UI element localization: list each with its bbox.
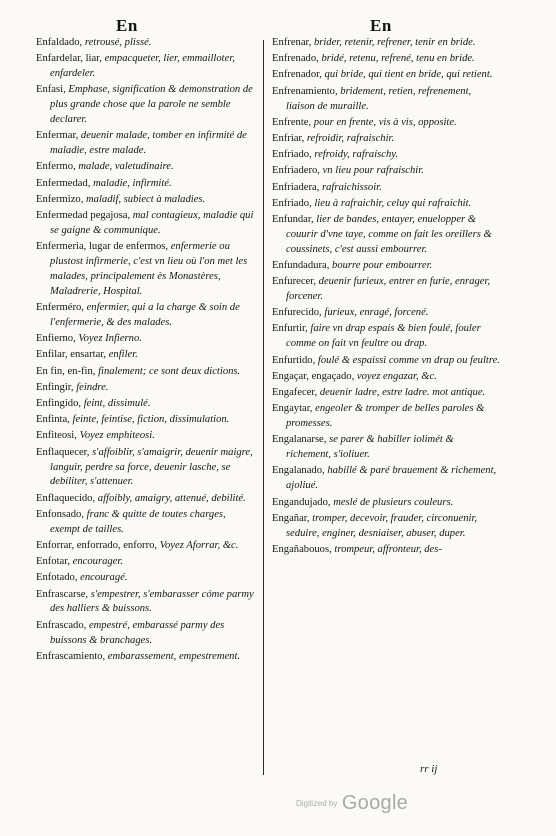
entry-definition: rafraichissoir. — [322, 181, 382, 193]
entry-term: Enfurtido, — [272, 354, 316, 366]
dictionary-entry — [36, 555, 258, 570]
entry-definition: qui bride, qui tient en bride, qui retient. — [324, 69, 493, 81]
dictionary-entry — [36, 348, 258, 363]
dictionary-entry — [272, 433, 500, 463]
entry-definition: Emphase, signification & demonstration de plus grande chose que la parole ne semble declarer. — [50, 84, 253, 126]
entry-term: Enfrente, — [272, 116, 312, 128]
dictionary-entry — [36, 83, 258, 128]
entry-term: Enfermedad pegajosa, — [36, 210, 131, 222]
entry-definition: faire vn drap espais & bien foulé, fouler comme on fait vn feultre ou drap. — [286, 323, 481, 350]
entry-definition: mal contagieux, maladie qui se gaigne & communique. — [50, 210, 254, 236]
entry-term: Enfundadura, — [272, 259, 330, 271]
dictionary-entry — [36, 209, 258, 239]
dictionary-entry — [272, 197, 500, 212]
entry-definition: Voyez Infierno. — [78, 333, 142, 345]
dictionary-entry — [36, 508, 258, 538]
entry-definition: deuenir malade, tomber en infirmité de maladie, estre malade. — [50, 130, 247, 157]
entry-definition: enfermier, qui a la charge & soin de l'enfermerie, & des malades. — [50, 302, 240, 328]
entry-term: Enfrenador, — [272, 69, 322, 81]
entry-definition: s'empestrer, s'embarasser cóme parmy des halliers & buissons. — [50, 588, 254, 615]
dictionary-entry — [36, 588, 258, 618]
dictionary-entry — [272, 52, 500, 67]
entry-definition: voyez engazar, &c. — [356, 370, 437, 382]
entry-definition: affoibly, amaigry, attenué, debilité. — [97, 492, 246, 504]
dictionary-entry — [272, 116, 500, 131]
dictionary-entry — [36, 492, 258, 507]
entry-definition: feinte, feintise, fiction, dissimulation. — [72, 414, 230, 426]
entry-term: Enfriado, — [272, 197, 312, 209]
entry-definition: bridé, retenu, refrené, tenu en bride. — [321, 53, 475, 65]
entry-definition: trompeur, affronteur, des- — [334, 543, 442, 555]
entry-term: Enforrar, enforrado, enforro, — [36, 539, 158, 551]
entry-term: Enfinta, — [36, 414, 70, 426]
entry-term: Enfermar, — [36, 130, 79, 142]
left-column — [36, 36, 258, 666]
entry-definition: Voyez emphiteosi. — [79, 430, 155, 442]
entry-definition: se parer & habiller iolimét & richement, s'ioliuer. — [286, 434, 454, 461]
entry-term: Enfrenado, — [272, 53, 319, 65]
dictionary-entry — [272, 85, 500, 115]
entry-term: Enfurtir, — [272, 323, 308, 335]
entry-term: Enfriadera, — [272, 181, 320, 193]
entry-term: Enfilar, ensartar, — [36, 349, 107, 361]
google-logo: Google — [341, 792, 409, 814]
entry-definition: refroidir, rafraischir. — [306, 132, 395, 144]
dictionary-entry — [272, 164, 500, 179]
entry-definition: habillé & paré brauement & richement, ajoliué. — [286, 465, 497, 492]
entry-definition: enfiler. — [108, 349, 138, 361]
dictionary-entry — [36, 571, 258, 586]
entry-term: Engañabouos, — [272, 543, 332, 555]
entry-definition: s'affoiblir, s'amaigrir, deuenir maigre, languir, perdre sa force, deuenir lasche, se debiliter, s'attenuer. — [50, 446, 253, 488]
dictionary-entry — [36, 193, 258, 208]
entry-definition: lier de bandes, entayer, enuelopper & couurir d'vne taye, comme on fait les oreillers & coussinets, c'est aussi embourrer. — [286, 213, 492, 255]
entry-definition: feindre. — [76, 381, 109, 393]
entry-definition: maladie, infirmité. — [93, 177, 172, 189]
entry-term: Engalanado, — [272, 465, 325, 477]
dictionary-entry — [272, 370, 500, 385]
entry-definition: engeoler & tromper de belles paroles & promesses. — [286, 403, 485, 430]
entry-term: Enfotado, — [36, 572, 78, 584]
dictionary-entry — [36, 413, 258, 428]
dictionary-entry — [272, 386, 500, 401]
entry-definition: bridement, retien, refrenement, liaison de muraille. — [286, 85, 472, 112]
entry-term: Enfierno, — [36, 333, 76, 345]
entry-term: Enfardelar, liar, — [36, 53, 102, 65]
dictionary-entry — [272, 306, 500, 321]
dictionary-entry — [36, 52, 258, 82]
dictionary-entry — [36, 539, 258, 554]
entry-term: Enfriar, — [272, 132, 305, 144]
entry-term: Enfiteosi, — [36, 430, 77, 442]
dictionary-entry — [272, 181, 500, 196]
entry-term: Engañar, — [272, 512, 310, 524]
entry-term: Enfriado, — [272, 149, 312, 161]
entry-term: Enfurecer, — [272, 276, 316, 288]
entry-term: Engaçar, engaçado, — [272, 370, 355, 382]
dictionary-entry — [36, 36, 258, 51]
dictionary-entry — [272, 464, 500, 494]
entry-term: Enfermizo, — [36, 193, 84, 205]
dictionary-entry — [36, 129, 258, 159]
dictionary-entry — [36, 650, 258, 665]
dictionary-entry — [272, 259, 500, 274]
entry-term: Enfermo, — [36, 161, 76, 173]
watermark-prefix: Digitized by — [296, 799, 338, 808]
entry-term: Enflaquecido, — [36, 492, 96, 504]
entry-definition: furieux, enragé, forcené. — [324, 307, 429, 319]
dictionary-entry — [36, 619, 258, 649]
entry-definition: tromper, decevoir, frauder, circonuenir, seduire, enginer, desniaiser, abuser, duper. — [286, 512, 478, 539]
dictionary-entry — [36, 160, 258, 175]
entry-term: Enfrascado, — [36, 619, 87, 631]
dictionary-entry — [36, 397, 258, 412]
entry-term: Enfurecido, — [272, 307, 322, 319]
dictionary-entry — [272, 402, 500, 432]
entry-definition: deuenir furieux, entrer en furie, enrager, forcener. — [286, 276, 491, 303]
dictionary-entry — [36, 301, 258, 331]
running-head-left: En — [116, 16, 138, 35]
dictionary-entry — [272, 148, 500, 163]
entry-definition: retrousé, plissé. — [84, 37, 152, 48]
dictionary-entry — [272, 68, 500, 83]
entry-definition: lieu à rafraichir, celuy qui rafraichit. — [314, 197, 472, 209]
entry-definition: feint, dissimulé. — [83, 398, 151, 409]
entry-term: Enferméro, — [36, 302, 84, 314]
dictionary-entry — [272, 36, 500, 51]
entry-definition: enfermerie ou plustost infirmerie, c'est vn lieu où l'on met les malades, principalement ès Monastères, Maladrerie, Hospital. — [50, 241, 248, 297]
right-column — [272, 36, 500, 559]
entry-definition: vn lieu pour rafraischir. — [322, 165, 424, 177]
dictionary-entry — [36, 429, 258, 444]
entry-term: Enflaquecer, — [36, 446, 90, 458]
dictionary-entry — [36, 365, 258, 380]
entry-definition: empestré, embarassé parmy des buissons & branchages. — [50, 619, 225, 646]
entry-term: Enfrenamiento, — [272, 85, 338, 97]
entry-definition: maladif, subiect à maladies. — [86, 193, 206, 205]
entry-definition: malade, valetudinaire. — [78, 161, 174, 173]
dictionary-entry — [272, 354, 500, 369]
entry-term: Enfonsado, — [36, 508, 84, 520]
entry-term: Enfrascamiento, — [36, 650, 106, 662]
entry-definition: franc & quitte de toutes charges, exempt de tailles. — [50, 508, 226, 535]
signature-mark: rr ij — [420, 763, 438, 775]
entry-term: En fin, en-fin, — [36, 365, 96, 377]
dictionary-entry — [36, 446, 258, 491]
entry-definition: pour en frente, vis à vis, opposite. — [313, 116, 457, 128]
entry-definition: Voyez Aforrar, &c. — [159, 539, 239, 551]
entry-term: Enfriadero, — [272, 165, 320, 177]
entry-term: Enfermeria, lugar de enfermos, — [36, 241, 169, 253]
entry-definition: embarassement, empestrement. — [107, 650, 241, 662]
entry-term: Enfrenar, — [272, 37, 312, 48]
dictionary-entry — [36, 381, 258, 396]
digitized-watermark — [296, 792, 408, 815]
dictionary-entry — [36, 240, 258, 300]
entry-definition: empacqueter, lier, emmailloter, enfardeler. — [50, 53, 235, 80]
dictionary-entry — [36, 332, 258, 347]
entry-definition: encouragé. — [80, 572, 128, 584]
column-rule — [263, 40, 264, 775]
entry-term: Enfrascarse, — [36, 588, 89, 600]
dictionary-entry — [272, 322, 500, 352]
entry-definition: deuenir ladre, estre ladre. mot antique. — [319, 386, 486, 398]
entry-definition: brider, retenir, refrener, tenir en bride. — [313, 37, 476, 48]
entry-definition: meslé de plusieurs couleurs. — [333, 496, 454, 508]
entry-definition: encourager. — [72, 556, 123, 568]
entry-definition: foulé & espaissi comme vn drap ou feultre. — [317, 354, 500, 366]
dictionary-entry — [36, 177, 258, 192]
running-head-right: En — [370, 16, 392, 35]
entry-term: Enfasi, — [36, 84, 66, 96]
entry-term: Enfingir, — [36, 381, 74, 393]
entry-term: Enfingido, — [36, 398, 82, 409]
dictionary-entry — [272, 496, 500, 511]
entry-definition: refroidy, rafraischy. — [314, 149, 399, 161]
dictionary-entry — [272, 543, 500, 558]
entry-term: Enfotar, — [36, 556, 70, 568]
entry-term: Engafecer, — [272, 386, 318, 398]
dictionary-entry — [272, 213, 500, 258]
entry-term: Engaytar, — [272, 403, 313, 415]
dictionary-entry — [272, 132, 500, 147]
entry-term: Enfundar, — [272, 213, 314, 225]
dictionary-entry — [272, 512, 500, 542]
dictionary-entry — [272, 275, 500, 305]
entry-term: Enfermedad, — [36, 177, 91, 189]
entry-term: Engalanarse, — [272, 434, 327, 446]
entry-term: Enfaldado, — [36, 37, 83, 48]
entry-definition: bourre pour embourrer. — [332, 259, 433, 271]
entry-definition: finalement; ce sont deux dictions. — [98, 365, 241, 377]
entry-term: Engandujado, — [272, 496, 331, 508]
